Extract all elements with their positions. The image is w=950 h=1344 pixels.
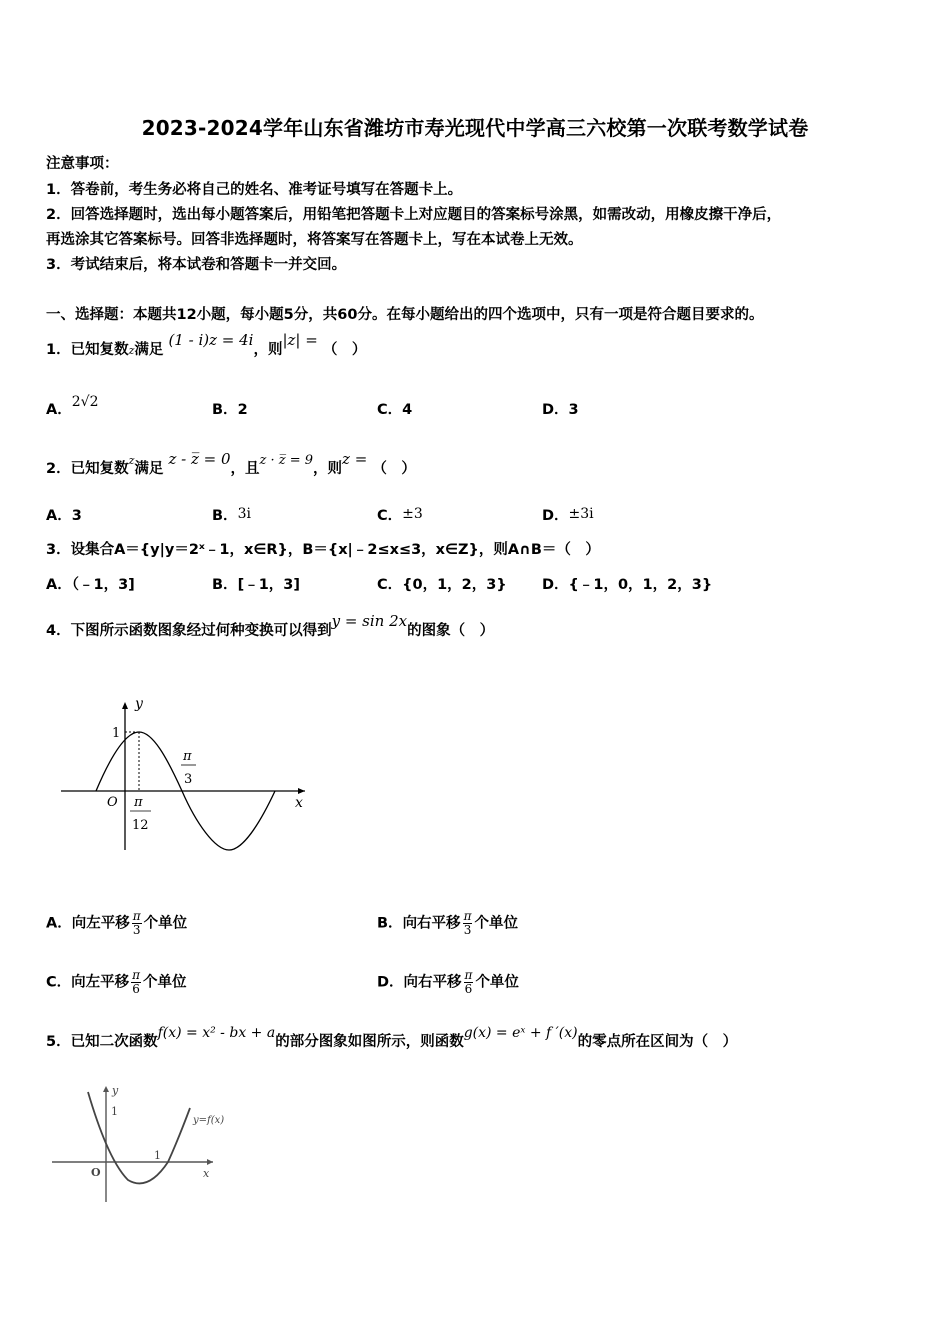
q1-option-a-label: A． xyxy=(46,402,72,418)
q5-equation-2: g(x) = eˣ + f ′(x) xyxy=(463,1025,578,1041)
q4-equation: y = sin 2x xyxy=(331,612,408,630)
q3-option-d-value: {﹣1，0，1，2，3} xyxy=(568,577,713,593)
q5-parabola-curve xyxy=(88,1092,190,1183)
q4-option-a xyxy=(46,910,187,937)
q2-pre: 2．已知复数 xyxy=(46,461,129,477)
q4-option-a-text: 向左平移 xyxy=(71,915,130,932)
q4-origin-label: O xyxy=(107,795,118,810)
q4-option-a-den: 3 xyxy=(132,923,141,937)
q4-option-d xyxy=(377,969,519,996)
q5-origin-label: O xyxy=(91,1166,101,1179)
q4-option-d-unit: 个单位 xyxy=(475,974,519,991)
q2-option-c xyxy=(377,504,423,525)
q2-option-d-label: D． xyxy=(542,508,569,524)
notice-heading: 注意事项： xyxy=(46,156,119,172)
notice-item-3: 3．考试结束后，将本试卷和答题卡一并交回。 xyxy=(46,257,347,273)
q3-option-b xyxy=(212,573,300,594)
q4-one-label: 1 xyxy=(112,726,121,741)
q2-mid3: ，则 xyxy=(313,461,343,477)
q1-option-a-value: 2√2 xyxy=(71,394,99,410)
q4-option-c-label: C． xyxy=(46,974,72,991)
q4-pi3-num: π xyxy=(183,749,192,764)
q3-option-b-label: B． xyxy=(212,577,238,593)
q4-option-d-den: 6 xyxy=(464,982,473,996)
q1-option-d xyxy=(542,398,579,419)
q4-option-a-fraction xyxy=(132,910,142,937)
q4-option-c-den: 6 xyxy=(132,982,140,996)
q5-equation: f(x) = x² - bx + a xyxy=(157,1025,276,1041)
question-3: 3．设集合A＝{y|y＝2ˣ﹣1，x∈R}，B＝{x|﹣2≤x≤3，x∈Z}，则A∩B＝（ ） xyxy=(46,542,600,558)
q5-parabola-graph xyxy=(48,1080,248,1210)
notice-item-2a: 2．回答选择题时，选出每小题答案后，用铅笔把答题卡上对应题目的答案标号涂黑，如需改动，用橡皮擦干净后， xyxy=(46,207,782,223)
q5-y-label: y xyxy=(112,1084,119,1097)
q2-option-d xyxy=(542,504,594,525)
q4-pi12-num: π xyxy=(134,795,143,810)
q4-option-a-unit: 个单位 xyxy=(143,915,188,932)
q3-option-a xyxy=(46,573,135,594)
question-2 xyxy=(46,450,416,478)
q4-option-c-unit: 个单位 xyxy=(143,974,187,991)
q2-option-b xyxy=(212,504,251,525)
q1-post: （ ） xyxy=(322,342,367,358)
q1-pre: 1．已知复数 xyxy=(46,342,129,358)
q4-option-a-num: π xyxy=(132,909,141,923)
q2-option-c-value: ±3 xyxy=(402,506,423,522)
question-1 xyxy=(46,331,367,359)
q2-option-b-value: 3i xyxy=(237,506,251,522)
q4-option-b-unit: 个单位 xyxy=(474,915,518,932)
q2-option-c-label: C． xyxy=(377,508,403,524)
q4-option-b-num: π xyxy=(463,909,472,923)
q3-option-c-value: {0，1，2，3} xyxy=(402,577,507,593)
q5-x-label: x xyxy=(203,1167,210,1180)
q4-option-d-num: π xyxy=(464,968,473,982)
q3-option-c xyxy=(377,573,507,594)
q5-x-axis-arrow xyxy=(207,1159,213,1165)
q5-curve-label: y=f(x) xyxy=(193,1115,225,1126)
q4-option-b xyxy=(377,910,518,937)
q4-pi12-den: 12 xyxy=(132,818,149,833)
notice-item-2b: 再选涂其它答案标号。回答非选择题时，将答案写在答题卡上，写在本试卷上无效。 xyxy=(46,232,583,248)
page-title: 2023-2024学年山东省潍坊市寿光现代中学高三六校第一次联考数学试卷 xyxy=(141,116,809,140)
q4-y-label: y xyxy=(135,696,143,712)
q5-one-x-label: 1 xyxy=(154,1149,161,1162)
q4-option-a-label: A． xyxy=(46,915,72,932)
notice-item-1: 1．答卷前，考生务必将自己的姓名、准考证号填写在答题卡上。 xyxy=(46,182,463,198)
q5-post: 的零点所在区间为（ ） xyxy=(577,1034,738,1050)
question-4 xyxy=(46,612,495,640)
q5-one-y-label: 1 xyxy=(111,1105,118,1118)
q4-option-c-text: 向左平移 xyxy=(71,974,130,991)
q1-option-b-value: 2 xyxy=(237,402,248,418)
q4-option-b-label: B． xyxy=(377,915,403,932)
q2-option-a xyxy=(46,504,82,525)
q1-equation-2: |z| = xyxy=(282,331,318,349)
q1-mid2: ，则 xyxy=(253,342,283,358)
q1-option-b-label: B． xyxy=(212,402,238,418)
q4-option-d-fraction xyxy=(464,969,474,996)
q2-equation-2: z · z̅ = 9 xyxy=(259,453,314,468)
q1-option-c-label: C． xyxy=(377,402,403,418)
q4-option-c-num: π xyxy=(132,968,141,982)
q1-option-c-value: 4 xyxy=(402,402,413,418)
q2-equation-3: z = xyxy=(342,450,368,468)
q5-pre: 5．已知二次函数 xyxy=(46,1034,158,1050)
q4-option-c-fraction xyxy=(131,969,141,996)
q1-option-c xyxy=(377,398,412,419)
q4-pi3-den: 3 xyxy=(184,772,193,787)
q1-option-b xyxy=(212,398,248,419)
q4-option-b-den: 3 xyxy=(463,923,472,937)
q2-var: z xyxy=(128,454,135,467)
q1-option-d-value: 3 xyxy=(568,402,579,418)
q4-pre: 4．下图所示函数图象经过何种变换可以得到 xyxy=(46,623,332,639)
q2-mid2: ，且 xyxy=(230,461,260,477)
q2-option-d-value: ±3i xyxy=(568,506,594,522)
q2-post: （ ） xyxy=(372,461,416,477)
q1-option-a xyxy=(46,394,99,419)
q4-option-c xyxy=(46,969,187,996)
q4-y-axis-arrow xyxy=(122,702,128,709)
q4-x-axis-arrow xyxy=(298,788,305,794)
q3-option-c-label: C． xyxy=(377,577,403,593)
q2-mid: 满足 xyxy=(134,461,164,477)
q4-option-d-text: 向右平移 xyxy=(403,974,462,991)
q5-y-axis-arrow xyxy=(103,1086,109,1092)
q5-mid: 的部分图象如图所示，则函数 xyxy=(275,1034,464,1050)
q2-option-a-value: 3 xyxy=(71,508,82,524)
q4-post: 的图象（ ） xyxy=(407,623,495,639)
q3-option-d-label: D． xyxy=(542,577,569,593)
q4-option-b-fraction xyxy=(463,910,473,937)
q2-equation: z - z̅ = 0 xyxy=(168,450,231,468)
q3-option-d xyxy=(542,573,712,594)
question-5 xyxy=(46,1025,738,1051)
q1-equation: (1 - i)z = 4i xyxy=(168,331,254,349)
q3-option-a-value: （﹣1，3] xyxy=(71,577,135,593)
q3-option-b-value: [﹣1，3] xyxy=(237,577,300,593)
q1-mid: 满足 xyxy=(134,342,164,358)
q4-option-b-text: 向右平移 xyxy=(402,915,461,932)
q4-sine-graph xyxy=(55,690,315,860)
q4-option-d-label: D． xyxy=(377,974,404,991)
q2-option-b-label: B． xyxy=(212,508,238,524)
q1-var: z xyxy=(128,344,135,357)
q4-x-label: x xyxy=(295,795,303,811)
q2-option-a-label: A． xyxy=(46,508,72,524)
q1-option-d-label: D． xyxy=(542,402,569,418)
section-heading: 一、选择题：本题共12小题，每小题5分，共60分。在每小题给出的四个选项中，只有一项是符合题目要求的。 xyxy=(46,307,764,323)
q3-option-a-label: A． xyxy=(46,577,72,593)
